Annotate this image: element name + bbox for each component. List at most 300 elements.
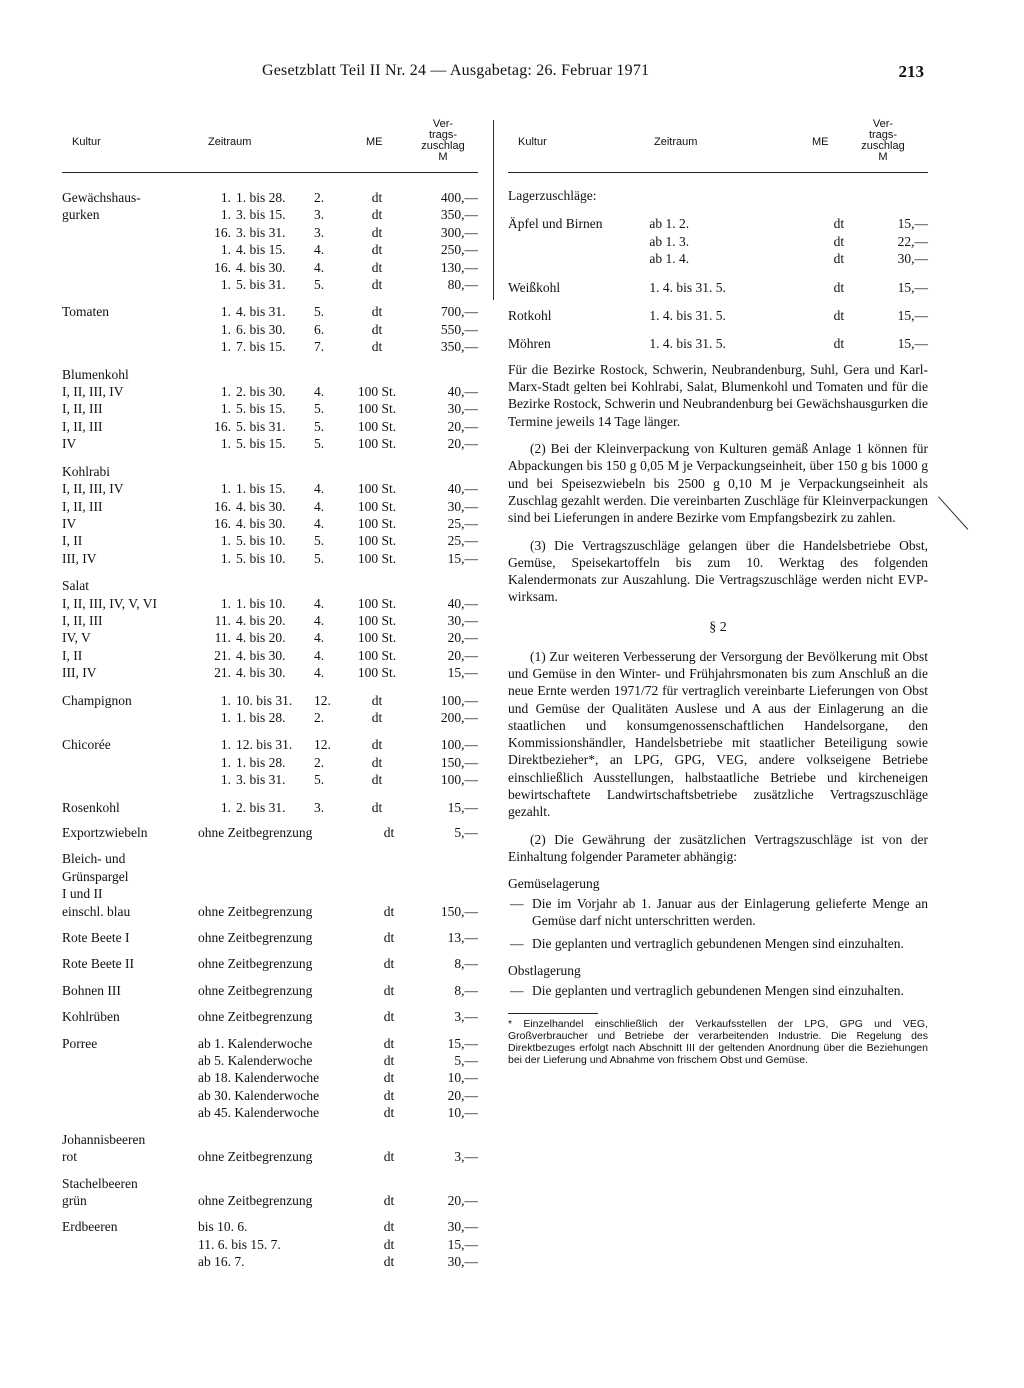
- zeitraum-range: 2. bis 30.: [236, 384, 286, 400]
- me-cell: 100 St.: [357, 630, 397, 646]
- me-cell: dt: [371, 339, 383, 355]
- paragraph-4: (1) Zur weiteren Verbesserung der Versorgung der Bevölkerung mit Obst und Gemüse in den Winter- und Frühjahrsmonaten bis zum Anschluß an die neue Ernte werden 1971/72 für vertraglich vereinbarte Lieferungen von Obst und Gemüse der Qualitäten Auslese und A aus der Einlagerung an die staatlichen und konsumgenossenschaftlichen Handelsorgane, den Kommissionshändler, Handelsbetriebe mit staatlicher Beteiligung sowie Direktbezieher*, an LPG, GPG, VEG, andere volkseigene Betriebe einschließlich Ausstellungen, halbstaatliche Betriebe und kircheneigen bewirtschaftete Landwirtschaftsbetriebe zusätzliche Vertragszuschläge gezahlt.: [508, 648, 928, 820]
- zeitraum-month: 3.: [314, 224, 325, 240]
- table-row: [62, 824, 478, 841]
- row-gap: [62, 1122, 478, 1131]
- me-cell: dt: [833, 251, 845, 267]
- zeitraum-day: 1.: [220, 754, 231, 770]
- kultur-cell: [508, 233, 649, 250]
- me-cell: dt: [383, 1035, 395, 1051]
- zuschlag-cell: 250,—: [440, 242, 478, 258]
- kultur-cell: III, IV: [62, 550, 97, 566]
- kultur-cell: Bohnen III: [62, 982, 121, 998]
- zeitraum-cell: 1. 4. bis 31. 5.: [649, 308, 726, 324]
- zeitraum-range: 3. bis 31.: [236, 224, 286, 240]
- zeitraum-day: [202, 366, 236, 383]
- zeitraum-day: 21.: [214, 647, 231, 663]
- dash-mark: —: [510, 895, 524, 911]
- kultur-cell: Rosenkohl: [62, 799, 120, 815]
- zuschlag-cell: 150,—: [440, 754, 478, 770]
- zuschlag-cell: 20,—: [447, 418, 478, 434]
- zeitraum-cell: ohne Zeitbegrenzung: [198, 825, 313, 840]
- zeitraum-month: 6.: [314, 321, 325, 337]
- table-row: [62, 771, 478, 788]
- zeitraum-range: [236, 577, 310, 594]
- me-cell: dt: [383, 930, 395, 946]
- kultur-cell: I, II, III, IV: [62, 384, 124, 400]
- zuschlag-cell: 20,—: [447, 647, 478, 663]
- zeitraum-day: 21.: [214, 665, 231, 681]
- kultur-cell: [62, 1069, 198, 1086]
- me-cell: dt: [833, 233, 845, 249]
- zeitraum-day: 1.: [220, 190, 231, 205]
- row-gap: [62, 1026, 478, 1035]
- zeitraum-range: 5. bis 10.: [236, 550, 286, 566]
- zeitraum-range: 4. bis 30.: [236, 647, 286, 663]
- page-number: 213: [898, 62, 924, 81]
- zeitraum-range: 5. bis 10.: [236, 533, 286, 549]
- me-cell: dt: [371, 799, 383, 815]
- zeitraum-month: 5.: [314, 277, 325, 293]
- page-header: [250, 62, 930, 86]
- zuschlag-cell: 40,—: [447, 481, 478, 497]
- kultur-cell: I, II: [62, 533, 83, 549]
- kultur-cell: I und II: [62, 886, 103, 902]
- zeitraum-range: 5. bis 15.: [236, 401, 286, 417]
- zeitraum-range: 10. bis 31.: [236, 692, 293, 708]
- zuschlag-cell: 8,—: [454, 982, 478, 998]
- zuschlag-cell: 200,—: [440, 709, 478, 725]
- table-row: [508, 335, 928, 352]
- table-row: [62, 383, 478, 400]
- zuschlag-cell: [416, 1131, 478, 1148]
- zeitraum-cell: ab 18. Kalenderwoche: [198, 1070, 320, 1086]
- section-heading: § 2: [709, 619, 727, 635]
- zeitraum-month: 5.: [314, 550, 325, 566]
- row-gap: [508, 324, 928, 335]
- kultur-cell: Möhren: [508, 336, 551, 352]
- zeitraum-range: 5. bis 15.: [236, 436, 286, 452]
- me-cell: dt: [371, 754, 383, 770]
- zeitraum-cell: ohne Zeitbegrenzung: [198, 956, 313, 972]
- kultur-cell: Äpfel und Birnen: [508, 216, 603, 232]
- row-gap: [508, 204, 928, 215]
- footnote: * Einzelhandel einschließlich der Verkaufsstellen der LPG, GPG und VEG, Großverbraucher und Betriebe der verarbeitenden Industrie. Die Regelung des Direktbezuges erfolgt nach Abschnitt III der geltenden Anordnung über die Beziehungen bei der Lieferung und Abnahme von frischem Obst und Gemüse.: [508, 1018, 928, 1067]
- me-cell: 100 St.: [357, 647, 397, 663]
- me-cell: [803, 187, 875, 204]
- zeitraum-cell: ohne Zeitbegrenzung: [198, 1009, 313, 1025]
- zeitraum-range: 1. bis 28.: [236, 709, 286, 725]
- zuschlag-cell: 550,—: [440, 321, 478, 337]
- table-row: [62, 692, 478, 709]
- kultur-cell: [62, 321, 202, 338]
- kultur-cell: einschl. blau: [62, 903, 131, 919]
- column-divider: [493, 120, 494, 300]
- row-gap: [62, 293, 478, 303]
- kultur-cell: IV: [62, 515, 77, 531]
- kultur-cell: Chicorée: [62, 737, 111, 753]
- zeitraum-cell: [649, 187, 803, 204]
- table-row: [62, 1218, 478, 1235]
- me-cell: dt: [371, 207, 383, 223]
- me-cell: 100 St.: [357, 550, 397, 566]
- table-row: [62, 1131, 478, 1148]
- zeitraum-month: 5.: [314, 418, 325, 434]
- zeitraum-range: 3. bis 31.: [236, 772, 286, 788]
- zeitraum-cell: [198, 885, 362, 902]
- kultur-cell: IV: [62, 436, 77, 452]
- zeitraum-cell: bis 10. 6.: [198, 1219, 248, 1235]
- me-cell: 100 St.: [357, 384, 397, 400]
- kultur-cell: [62, 1052, 198, 1069]
- zuschlag-cell: 130,—: [440, 259, 478, 275]
- zuschlag-cell: 350,—: [440, 339, 478, 355]
- kultur-cell: Erdbeeren: [62, 1219, 118, 1235]
- zeitraum-day: 1.: [220, 692, 231, 708]
- zeitraum-range: [236, 463, 310, 480]
- zeitraum-day: 16.: [214, 515, 231, 531]
- zeitraum-day: 1.: [220, 772, 231, 788]
- me-cell: dt: [383, 1105, 395, 1121]
- table-row: [62, 321, 478, 338]
- left-column: [62, 116, 478, 1271]
- me-cell: 100 St.: [357, 498, 397, 514]
- me-cell: dt: [383, 1192, 395, 1208]
- me-cell: [338, 366, 416, 383]
- kultur-cell: Blumenkohl: [62, 366, 129, 382]
- zeitraum-range: 12. bis 31.: [236, 737, 293, 753]
- dash-text: Die geplanten und vertraglich gebundenen Mengen sind einzuhalten.: [532, 982, 904, 998]
- table-row: [62, 1148, 478, 1165]
- kultur-cell: Weißkohl: [508, 279, 561, 295]
- zuschlag-cell: [416, 850, 478, 867]
- left-table-header: [62, 116, 478, 173]
- zuschlag-cell: 15,—: [897, 216, 928, 232]
- row-gap: [62, 999, 478, 1008]
- zeitraum-month: 4.: [314, 665, 325, 681]
- zeitraum-day: 16.: [214, 418, 231, 434]
- me-cell: [338, 463, 416, 480]
- subheading-gemueselagerung: Gemüselagerung: [508, 876, 600, 892]
- zeitraum-month: 4.: [314, 498, 325, 514]
- zeitraum-cell: ohne Zeitbegrenzung: [198, 1192, 313, 1208]
- zuschlag-cell: [875, 187, 928, 204]
- zeitraum-day: [202, 463, 236, 480]
- table-row: [62, 338, 478, 355]
- zeitraum-range: 5. bis 31.: [236, 277, 286, 293]
- kultur-cell: Tomaten: [62, 304, 110, 320]
- zuschlag-cell: 30,—: [447, 1254, 478, 1270]
- kultur-cell: I, II, III: [62, 498, 103, 514]
- table-row: [62, 799, 478, 816]
- zeitraum-range: 7. bis 15.: [236, 339, 286, 355]
- zuschlag-cell: [416, 463, 478, 480]
- me-cell: dt: [383, 1219, 395, 1235]
- me-cell: dt: [833, 279, 845, 295]
- zuschlag-cell: 30,—: [897, 251, 928, 267]
- table-row: [508, 307, 928, 324]
- zeitraum-range: 6. bis 30.: [236, 321, 286, 337]
- zuschlag-cell: 10,—: [447, 1105, 478, 1121]
- zuschlag-cell: 30,—: [447, 401, 478, 417]
- zeitraum-month: 2.: [314, 754, 325, 770]
- me-cell: dt: [383, 903, 395, 919]
- table-row: [62, 463, 478, 480]
- table-row: [508, 279, 928, 296]
- zuschlag-cell: 100,—: [440, 692, 478, 708]
- zeitraum-month: 4.: [314, 612, 325, 628]
- me-cell: [362, 1175, 416, 1192]
- dash-text: Die im Vorjahr ab 1. Januar aus der Einlagerung gelieferte Menge an Gemüse darf nicht unterschritten werden.: [532, 895, 928, 928]
- table-row: [62, 929, 478, 946]
- kultur-cell: Salat: [62, 578, 89, 594]
- table-row: [62, 754, 478, 771]
- table-row: [62, 612, 478, 629]
- me-cell: dt: [371, 737, 383, 753]
- me-cell: dt: [371, 304, 383, 320]
- table-row: [62, 629, 478, 646]
- zeitraum-day: 1.: [220, 737, 231, 753]
- kultur-cell: [62, 259, 202, 276]
- kultur-cell: Rote Beete II: [62, 956, 134, 972]
- table-row: [62, 515, 478, 532]
- zeitraum-range: 4. bis 31.: [236, 304, 286, 320]
- kultur-cell: Lagerzuschläge:: [508, 188, 597, 203]
- zeitraum-day: 1.: [220, 401, 231, 417]
- zuschlag-cell: 20,—: [447, 1087, 478, 1103]
- header-vertragszuschlag: [408, 119, 478, 163]
- zeitraum-month: [310, 577, 338, 594]
- dash-item: [508, 935, 928, 952]
- table-row: [62, 868, 478, 885]
- zeitraum-day: 1.: [220, 799, 231, 815]
- zeitraum-range: 1. bis 15.: [236, 481, 286, 497]
- table-row: [62, 577, 478, 594]
- me-cell: 100 St.: [357, 401, 397, 417]
- vz-line-1: Ver-: [872, 118, 894, 130]
- left-table-2: [62, 824, 478, 1271]
- zeitraum-month: 4.: [314, 630, 325, 646]
- zeitraum-day: 1.: [220, 709, 231, 725]
- table-row: [62, 1104, 478, 1121]
- zeitraum-day: 11.: [214, 630, 231, 646]
- zuschlag-cell: 300,—: [440, 224, 478, 240]
- row-gap: [62, 356, 478, 366]
- table-row: [62, 903, 478, 920]
- zuschlag-cell: 15,—: [447, 550, 478, 566]
- zeitraum-day: 1.: [220, 533, 231, 549]
- zeitraum-day: 1.: [220, 550, 231, 566]
- zeitraum-cell: ab 45. Kalenderwoche: [198, 1105, 320, 1121]
- zeitraum-cell: ab 1. 4.: [649, 251, 690, 267]
- table-row: [62, 1008, 478, 1025]
- zeitraum-day: 1.: [220, 242, 231, 258]
- zuschlag-cell: 80,—: [447, 277, 478, 293]
- zuschlag-cell: 8,—: [454, 956, 478, 972]
- kultur-cell: Champignon: [62, 692, 132, 708]
- paragraph-5: (2) Die Gewährung der zusätzlichen Vertragszuschläge ist von der Einhaltung folgender Parameter abhängig:: [508, 831, 928, 864]
- zeitraum-day: 1.: [220, 304, 231, 320]
- right-table: [508, 187, 928, 353]
- me-cell: dt: [371, 692, 383, 708]
- kultur-cell: Kohlrabi: [62, 463, 110, 479]
- zuschlag-cell: 22,—: [897, 233, 928, 249]
- me-cell: 100 St.: [357, 612, 397, 628]
- row-gap: [508, 296, 928, 307]
- zeitraum-range: 4. bis 30.: [236, 665, 286, 681]
- zeitraum-day: 16.: [214, 259, 231, 275]
- zeitraum-range: 5. bis 31.: [236, 418, 286, 434]
- row-gap: [62, 841, 478, 850]
- zuschlag-cell: 20,—: [447, 1192, 478, 1208]
- table-row: [62, 664, 478, 681]
- zeitraum-day: 16.: [214, 498, 231, 514]
- table-row: [62, 1052, 478, 1069]
- zeitraum-range: 4. bis 20.: [236, 612, 286, 628]
- row-gap: [62, 682, 478, 692]
- zeitraum-cell: 1. 4. bis 31. 5.: [649, 336, 726, 352]
- row-gap: [62, 920, 478, 929]
- me-cell: dt: [371, 259, 383, 275]
- row-gap: [62, 1209, 478, 1218]
- table-row: [508, 233, 928, 250]
- kultur-cell: [508, 250, 649, 267]
- zeitraum-month: 5.: [314, 401, 325, 417]
- table-row: [62, 709, 478, 726]
- zeitraum-day: 1.: [220, 321, 231, 337]
- table-row: [62, 1253, 478, 1270]
- zeitraum-month: 4.: [314, 242, 325, 258]
- paragraph-2: (2) Bei der Kleinverpackung von Kulturen gemäß Anlage 1 können für Abpackungen bis 150 g 0,05 M je Verpackungseinheit, über 150 g bis 1000 g und bei Speisezwiebeln bis 2500 g 0,10 M je Verpackungseinheit als Zuschlag gezahlt werden. Die vereinbarten Zuschläge für Kleinverpackungen sind bei Lieferungen in andere Bezirke vom Empfangsbezirk zu zahlen.: [508, 441, 928, 526]
- row-gap: [62, 726, 478, 736]
- header-vertragszuschlag: [848, 119, 918, 163]
- me-cell: dt: [383, 1009, 395, 1025]
- table-row: [62, 276, 478, 293]
- zuschlag-cell: 10,—: [447, 1070, 478, 1086]
- zeitraum-month: [310, 463, 338, 480]
- zuschlag-cell: [416, 577, 478, 594]
- table-row: [62, 224, 478, 241]
- zeitraum-month: 4.: [314, 595, 325, 611]
- zeitraum-cell: ab 1. Kalenderwoche: [198, 1035, 313, 1051]
- kultur-cell: I, II: [62, 647, 83, 663]
- left-table: [62, 189, 478, 816]
- me-cell: 100 St.: [357, 665, 397, 681]
- me-cell: 100 St.: [357, 481, 397, 497]
- zuschlag-cell: 15,—: [447, 1236, 478, 1252]
- me-cell: dt: [833, 216, 845, 232]
- subheading-obstlagerung: Obstlagerung: [508, 963, 581, 979]
- zuschlag-cell: [416, 1175, 478, 1192]
- dash-mark: —: [510, 982, 524, 998]
- kultur-cell: [62, 276, 202, 293]
- kultur-cell: I, II, III: [62, 612, 103, 628]
- zuschlag-cell: 150,—: [440, 903, 478, 919]
- zuschlag-cell: 40,—: [447, 595, 478, 611]
- zeitraum-day: 1.: [220, 277, 231, 293]
- kultur-cell: III, IV: [62, 665, 97, 681]
- kultur-cell: Stachelbeeren: [62, 1175, 138, 1191]
- zuschlag-cell: 13,—: [447, 930, 478, 946]
- kultur-cell: Johannisbeeren: [62, 1131, 146, 1147]
- kultur-cell: Rotkohl: [508, 308, 552, 324]
- table-row: [62, 418, 478, 435]
- row-gap: [62, 973, 478, 982]
- zeitraum-range: 4. bis 20.: [236, 630, 286, 646]
- kultur-cell: [62, 1087, 198, 1104]
- table-row: [62, 647, 478, 664]
- table-row: [62, 1069, 478, 1086]
- zeitraum-cell: [198, 1175, 362, 1192]
- zeitraum-range: 4. bis 30.: [236, 498, 286, 514]
- zeitraum-month: 5.: [314, 772, 325, 788]
- right-column: [508, 116, 928, 1066]
- zeitraum-day: 1.: [220, 207, 231, 223]
- kultur-cell: I, II, III: [62, 401, 103, 417]
- zeitraum-cell: ohne Zeitbegrenzung: [198, 903, 313, 919]
- me-cell: dt: [383, 956, 395, 972]
- me-cell: [362, 1131, 416, 1148]
- zeitraum-cell: ab 5. Kalenderwoche: [198, 1053, 313, 1069]
- zeitraum-day: 11.: [214, 612, 231, 628]
- vz-line-1: Ver-: [432, 118, 454, 130]
- row-gap: [62, 946, 478, 955]
- zuschlag-cell: 30,—: [447, 498, 478, 514]
- kultur-cell: Kohlrüben: [62, 1009, 120, 1025]
- row-gap: [62, 789, 478, 799]
- zuschlag-cell: [416, 366, 478, 383]
- me-cell: dt: [833, 308, 845, 324]
- table-row: [62, 550, 478, 567]
- zeitraum-month: 4.: [314, 647, 325, 663]
- me-cell: dt: [371, 772, 383, 788]
- kultur-cell: Porree: [62, 1035, 98, 1051]
- kultur-cell: I, II, III, IV: [62, 481, 124, 497]
- dash-item: [508, 895, 928, 930]
- me-cell: [362, 850, 416, 867]
- vz-line-4: M: [878, 151, 888, 163]
- table-row: [62, 259, 478, 276]
- zeitraum-range: 1. bis 28.: [236, 190, 286, 205]
- zeitraum-range: 4. bis 15.: [236, 242, 286, 258]
- zeitraum-cell: [198, 868, 362, 885]
- dash-text: Die geplanten und vertraglich gebundenen Mengen sind einzuhalten.: [532, 936, 904, 952]
- table-row: [62, 1087, 478, 1104]
- zeitraum-range: 1. bis 10.: [236, 595, 286, 611]
- zeitraum-day: 1.: [220, 481, 231, 497]
- zeitraum-month: 3.: [314, 799, 325, 815]
- vz-line-2: trags-: [868, 129, 898, 141]
- zeitraum-month: 4.: [314, 384, 325, 400]
- zeitraum-day: 1.: [220, 384, 231, 400]
- zuschlag-cell: 3,—: [454, 1149, 478, 1165]
- me-cell: [362, 885, 416, 902]
- table-row: [62, 303, 478, 320]
- kultur-cell: [62, 1104, 198, 1121]
- zuschlag-cell: 30,—: [447, 1219, 478, 1235]
- me-cell: 100 St.: [357, 436, 397, 452]
- table-row: [62, 435, 478, 452]
- zeitraum-cell: [198, 1131, 362, 1148]
- vz-line-3: zuschlag: [861, 140, 905, 152]
- zeitraum-month: 4.: [314, 481, 325, 497]
- me-cell: dt: [371, 709, 383, 725]
- zeitraum-month: 2.: [314, 190, 325, 205]
- zeitraum-range: 4. bis 30.: [236, 259, 286, 275]
- zuschlag-cell: 25,—: [447, 533, 478, 549]
- me-cell: dt: [383, 1053, 395, 1069]
- zuschlag-cell: 400,—: [440, 190, 478, 205]
